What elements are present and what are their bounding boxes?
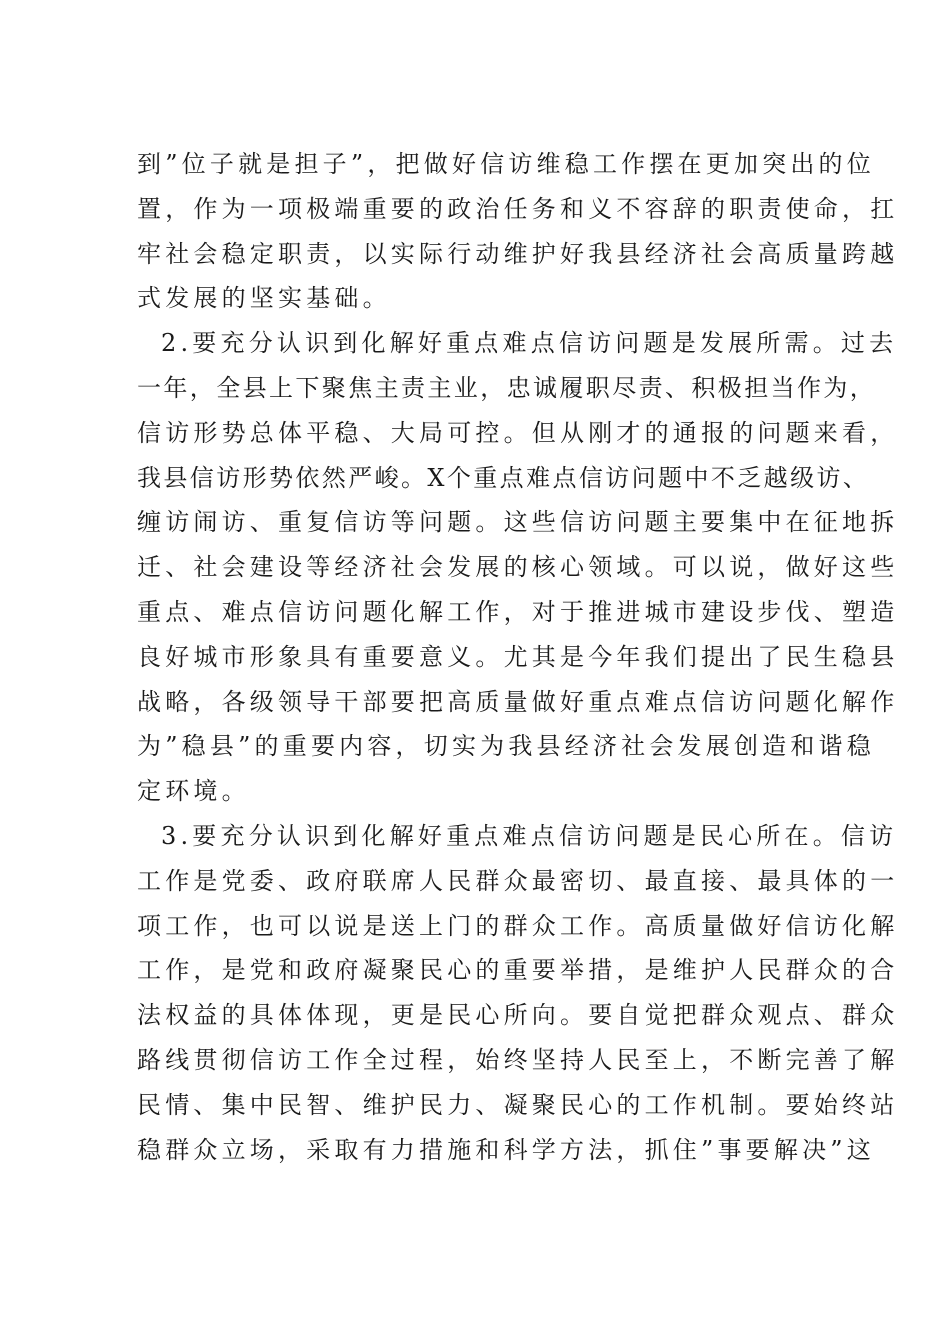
text-line: 我县信访形势依然严峻。X个重点难点信访问题中不乏越级访、 — [137, 463, 870, 492]
text-line: 法权益的具体体现，更是民心所向。要自觉把群众观点、群众 — [137, 1001, 899, 1030]
text-line: 稳群众立场，采取有力措施和科学方法，抓住”事要解决”这 — [137, 1135, 875, 1164]
text-line: 到”位子就是担子”，把做好信访维稳工作摆在更加突出的位 — [137, 150, 875, 178]
text-line: 民情、集中民智、维护民力、凝聚民心的工作机制。要始终站 — [137, 1090, 899, 1119]
text-line: 工作，是党和政府凝聚民心的重要举措，是维护人民群众的合 — [137, 956, 899, 985]
text-line: 战略，各级领导干部要把高质量做好重点难点信访问题化解作 — [137, 687, 899, 716]
text-line: 置，作为一项极端重要的政治任务和义不容辞的职责使命，扛 — [137, 194, 899, 223]
text-line: 一年，全县上下聚焦主责主业，忠诚履职尽责、积极担当作为， — [137, 373, 877, 402]
text-line: 缠访闹访、重复信访等问题。这些信访问题主要集中在征地拆 — [137, 508, 899, 537]
text-line: 迁、社会建设等经济社会发展的核心领域。可以说，做好这些 — [137, 553, 899, 582]
body-text — [137, 142, 899, 1172]
text-line: 牢社会稳定职责，以实际行动维护好我县经济社会高质量跨越 — [137, 239, 899, 268]
text-line: 工作是党委、政府联席人民群众最密切、最直接、最具体的一 — [137, 866, 899, 895]
text-line: 定环境。 — [137, 777, 250, 806]
text-line: 重点、难点信访问题化解工作，对于推进城市建设步伐、塑造 — [137, 597, 899, 626]
text-line: 信访形势总体平稳、大局可控。但从刚才的通报的问题来看， — [137, 418, 899, 447]
text-line: 路线贯彻信访工作全过程，始终坚持人民至上，不断完善了解 — [137, 1045, 899, 1074]
text-line: 良好城市形象具有重要意义。尤其是今年我们提出了民生稳县 — [137, 642, 899, 671]
paragraph-2-start: 2.要充分认识到化解好重点难点信访问题是发展所需。过去 — [161, 329, 898, 358]
text-line: 式发展的坚实基础。 — [137, 284, 391, 313]
paragraph-3-start: 3.要充分认识到化解好重点难点信访问题是民心所在。信访 — [161, 821, 898, 850]
text-line: 为”稳县”的重要内容，切实为我县经济社会发展创造和谐稳 — [137, 732, 875, 761]
text-line: 项工作，也可以说是送上门的群众工作。高质量做好信访化解 — [137, 911, 899, 940]
